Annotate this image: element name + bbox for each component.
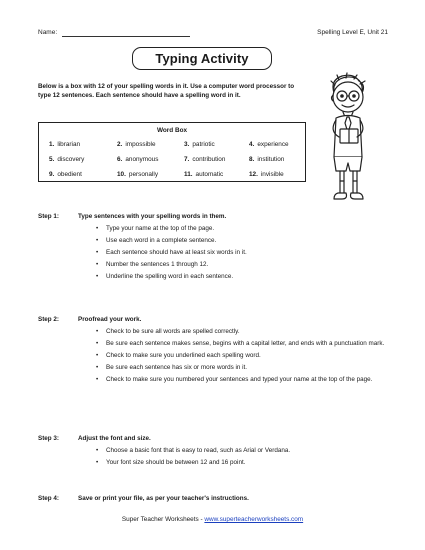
word-number: 3. bbox=[184, 141, 190, 148]
spelling-word: invisible bbox=[260, 171, 284, 178]
bullet-item: • Type your name at the top of the page. bbox=[96, 225, 386, 233]
name-blank-line bbox=[62, 36, 190, 37]
step-label: Step 1: bbox=[38, 213, 59, 220]
footer-text: Super Teacher Worksheets - bbox=[121, 516, 205, 523]
word-number: 7. bbox=[184, 156, 190, 163]
bullet-item: • Number the sentences 1 through 12. bbox=[96, 261, 386, 269]
word-item bbox=[184, 156, 225, 163]
word-item bbox=[249, 171, 284, 178]
step-label: Step 3: bbox=[38, 435, 59, 442]
spelling-level-label: Spelling Level E, Unit 21 bbox=[317, 29, 388, 36]
word-number: 12. bbox=[249, 171, 258, 178]
student-mascot-illustration bbox=[312, 71, 382, 211]
word-item bbox=[117, 156, 158, 163]
bullet-item: • Your font size should be between 12 and 16 point. bbox=[96, 459, 386, 467]
name-label: Name: bbox=[38, 29, 58, 36]
word-item bbox=[49, 141, 80, 148]
spelling-word: impossible bbox=[125, 141, 156, 148]
step-title: Save or print your file, as per your teacher's instructions. bbox=[78, 495, 249, 502]
bullet-item: • Be sure each sentence makes sense, begins with a capital letter, and ends with a punctuation mark. bbox=[96, 340, 386, 348]
spelling-word: experience bbox=[257, 141, 289, 148]
page-footer bbox=[0, 516, 425, 523]
title-banner bbox=[132, 47, 272, 70]
bullet-item: • Each sentence should have at least six words in it. bbox=[96, 249, 386, 257]
step-label: Step 2: bbox=[38, 316, 59, 323]
footer-link[interactable]: www.superteacherworksheets.com bbox=[204, 516, 304, 523]
bullet-item: • Be sure each sentence has six or more words in it. bbox=[96, 364, 386, 372]
word-number: 9. bbox=[49, 171, 55, 178]
word-box-row bbox=[49, 156, 304, 171]
word-box bbox=[38, 122, 306, 182]
step-bullet-list bbox=[96, 225, 386, 285]
step-bullet-list bbox=[96, 328, 386, 388]
word-number: 4. bbox=[249, 141, 255, 148]
step-title: Proofread your work. bbox=[78, 316, 142, 323]
word-box-title: Word Box bbox=[156, 127, 188, 134]
word-item bbox=[249, 141, 289, 148]
spelling-word: institution bbox=[257, 156, 285, 163]
word-number: 2. bbox=[117, 141, 123, 148]
step-label: Step 4: bbox=[38, 495, 59, 502]
word-item bbox=[49, 156, 84, 163]
word-number: 10. bbox=[117, 171, 126, 178]
spelling-word: personally bbox=[128, 171, 159, 178]
word-item bbox=[117, 141, 156, 148]
word-item bbox=[184, 171, 223, 178]
spelling-word: automatic bbox=[195, 171, 224, 178]
bullet-item: • Choose a basic font that is easy to read, such as Arial or Verdana. bbox=[96, 447, 386, 455]
word-number: 11. bbox=[184, 171, 193, 178]
bullet-item: • Check to be sure all words are spelled correctly. bbox=[96, 328, 386, 336]
bullet-item: • Underline the spelling word in each sentence. bbox=[96, 273, 386, 281]
bullet-item: • Check to make sure you numbered your sentences and typed your name at the top of the page. bbox=[96, 376, 386, 384]
word-box-row bbox=[49, 171, 304, 186]
step-bullet-list bbox=[96, 447, 386, 471]
step-title: Adjust the font and size. bbox=[78, 435, 151, 442]
word-number: 6. bbox=[117, 156, 123, 163]
word-item bbox=[184, 141, 215, 148]
word-item bbox=[249, 156, 284, 163]
spelling-word: anonymous bbox=[125, 156, 159, 163]
intro-instructions: Below is a box with 12 of your spelling words in it. Use a computer word processor to type 12 sentences. Each sentence should have a spelling word in it. bbox=[38, 83, 295, 99]
word-number: 8. bbox=[249, 156, 255, 163]
word-item bbox=[117, 171, 158, 178]
word-item bbox=[49, 171, 82, 178]
bullet-item: • Use each word in a complete sentence. bbox=[96, 237, 386, 245]
bullet-item: • Check to make sure you underlined each spelling word. bbox=[96, 352, 386, 360]
word-number: 5. bbox=[49, 156, 55, 163]
spelling-word: librarian bbox=[57, 141, 81, 148]
step-title: Type sentences with your spelling words in them. bbox=[78, 213, 227, 220]
word-box-row bbox=[49, 141, 304, 156]
page-title: Typing Activity bbox=[155, 51, 249, 66]
spelling-word: patriotic bbox=[192, 141, 215, 148]
spelling-word: obedient bbox=[57, 171, 82, 178]
spelling-word: contribution bbox=[192, 156, 226, 163]
spelling-word: discovery bbox=[57, 156, 85, 163]
word-box-grid bbox=[49, 141, 304, 186]
worksheet-header bbox=[38, 29, 388, 41]
word-number: 1. bbox=[49, 141, 55, 148]
